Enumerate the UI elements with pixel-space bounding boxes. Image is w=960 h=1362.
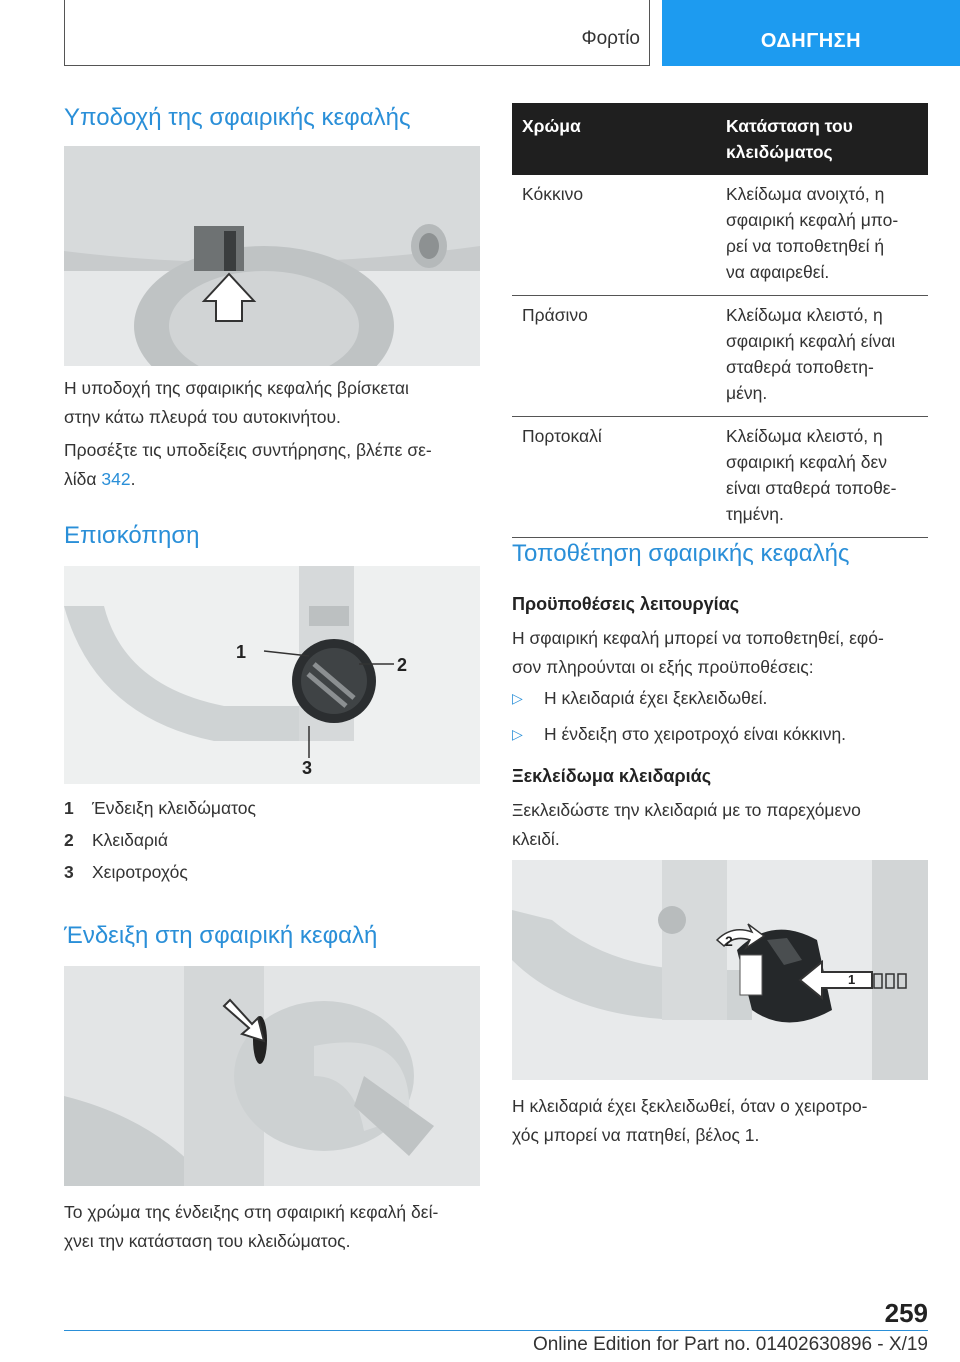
text-line: χός μπορεί να πατηθεί, βέλος 1. — [512, 1125, 760, 1145]
text-line: στην κάτω πλευρά του αυτοκινήτου. — [64, 407, 341, 427]
lock-status-table — [512, 103, 928, 538]
footer-divider — [64, 1330, 928, 1331]
table-cell-status — [716, 175, 928, 296]
receptacle-heading: Υποδοχή της σφαιρικής κεφαλής — [64, 104, 411, 131]
prereq-heading: Προϋποθέσεις λειτουργίας — [512, 594, 740, 614]
indicator-illustration — [64, 966, 480, 1186]
text-line — [64, 465, 480, 494]
receptacle-figure — [64, 146, 480, 366]
text-line: Κλείδωμα ανοιχτό, η — [726, 184, 885, 204]
install-heading: Τοποθέτηση σφαιρικής κεφαλής — [512, 540, 850, 567]
indicator-paragraph — [64, 1198, 480, 1256]
text-line: Η σφαιρική κεφαλή μπορεί να τοποθετηθεί, εφό- — [512, 628, 884, 648]
legend-number: 3 — [64, 862, 74, 882]
table-header-color: Χρώμα — [512, 103, 716, 175]
overview-callout-1: 1 — [236, 642, 247, 662]
text-line: σφαιρική κεφαλή είναι — [726, 331, 896, 351]
table-header-status — [716, 103, 928, 175]
text-line: σταθερά τοποθετη- — [726, 357, 874, 377]
text-line: μένη. — [726, 383, 768, 403]
unlock-callout-1: 1 — [848, 972, 856, 987]
indicator-heading: Ένδειξη στη σφαιρική κεφαλή — [64, 922, 378, 949]
text-line: Κλείδωμα κλειστό, η — [726, 305, 883, 325]
unlock-paragraph-1 — [512, 796, 928, 854]
text-fragment: . — [130, 469, 136, 489]
unlock-heading: Ξεκλείδωμα κλειδαριάς — [512, 766, 712, 786]
page-number: 259 — [884, 1298, 928, 1328]
text-line: να αφαιρεθεί. — [726, 262, 830, 282]
table-row — [512, 175, 928, 296]
list-item: ▷ Η ένδειξη στο χειροτροχό είναι κόκκινη. — [512, 720, 846, 756]
legend-number: 2 — [64, 830, 74, 850]
text-line: τημένη. — [726, 504, 784, 524]
legend-text: Χειροτροχός — [92, 862, 188, 882]
legend-text: Κλειδαριά — [92, 830, 168, 850]
overview-figure — [64, 566, 480, 784]
table-header-row — [512, 103, 928, 175]
text-line: σφαιρική κεφαλή δεν — [726, 452, 887, 472]
legend-text: Ένδειξη κλειδώματος — [92, 798, 256, 818]
table-cell-color: Κόκκινο — [512, 175, 716, 296]
prereq-list — [512, 684, 846, 756]
text-line: είναι σταθερά τοποθε- — [726, 478, 897, 498]
receptacle-paragraph-2 — [64, 436, 480, 494]
text-line: κλειδί. — [512, 829, 560, 849]
indicator-figure — [64, 966, 480, 1186]
overview-heading: Επισκόπηση — [64, 522, 200, 549]
legend-number: 1 — [64, 798, 74, 818]
text-line: σφαιρική κεφαλή μπο- — [726, 210, 899, 230]
text-line: Η κλειδαριά έχει ξεκλειδωθεί, όταν ο χειροτρο- — [512, 1096, 868, 1116]
overview-callout-2: 2 — [397, 655, 408, 675]
text-line: κλειδώματος — [726, 142, 833, 162]
table-cell-status — [716, 417, 928, 538]
receptacle-illustration — [64, 146, 480, 366]
text-line: χνει την κατάσταση του κλειδώματος. — [64, 1231, 351, 1251]
table-cell-status — [716, 296, 928, 417]
text-line: ρεί να τοποθετηθεί ή — [726, 236, 885, 256]
table-row — [512, 417, 928, 538]
text-line: Προσέξτε τις υποδείξεις συντήρησης, βλέπε σε- — [64, 440, 432, 460]
unlock-paragraph-2 — [512, 1092, 928, 1150]
text-line: Κλείδωμα κλειστό, η — [726, 426, 883, 446]
text-line: Το χρώμα της ένδειξης στη σφαιρική κεφαλή δεί- — [64, 1202, 439, 1222]
text-line: σον πληρούνται οι εξής προϋποθέσεις: — [512, 657, 814, 677]
text-fragment: λίδα — [64, 469, 102, 489]
header-chapter-tab[interactable]: ΟΔΗΓΗΣΗ — [662, 0, 960, 66]
unlock-illustration — [512, 860, 928, 1080]
page-link-342[interactable]: 342 — [101, 469, 131, 489]
unlock-figure — [512, 860, 928, 1080]
text-line: Κατάσταση του — [726, 116, 853, 136]
legend-item — [64, 798, 256, 819]
text-line: Ξεκλειδώστε την κλειδαριά με το παρεχόμενο — [512, 800, 861, 820]
text-line: Η υποδοχή της σφαιρικής κεφαλής βρίσκεται — [64, 378, 409, 398]
unlock-callout-2: 2 — [725, 933, 733, 949]
overview-callout-3: 3 — [302, 758, 313, 778]
legend-item — [64, 862, 188, 883]
receptacle-paragraph-1 — [64, 374, 480, 432]
overview-illustration — [64, 566, 480, 784]
edition-note: Online Edition for Part no. 01402630896 - X/19 — [532, 1334, 928, 1355]
table-cell-color: Πράσινο — [512, 296, 716, 417]
legend-item — [64, 830, 168, 851]
header-section-title: Φορτίο — [581, 28, 640, 49]
install-paragraph — [512, 624, 928, 682]
list-item: ▷ Η κλειδαριά έχει ξεκλειδωθεί. — [512, 684, 846, 720]
table-cell-color: Πορτοκαλί — [512, 417, 716, 538]
table-row — [512, 296, 928, 417]
